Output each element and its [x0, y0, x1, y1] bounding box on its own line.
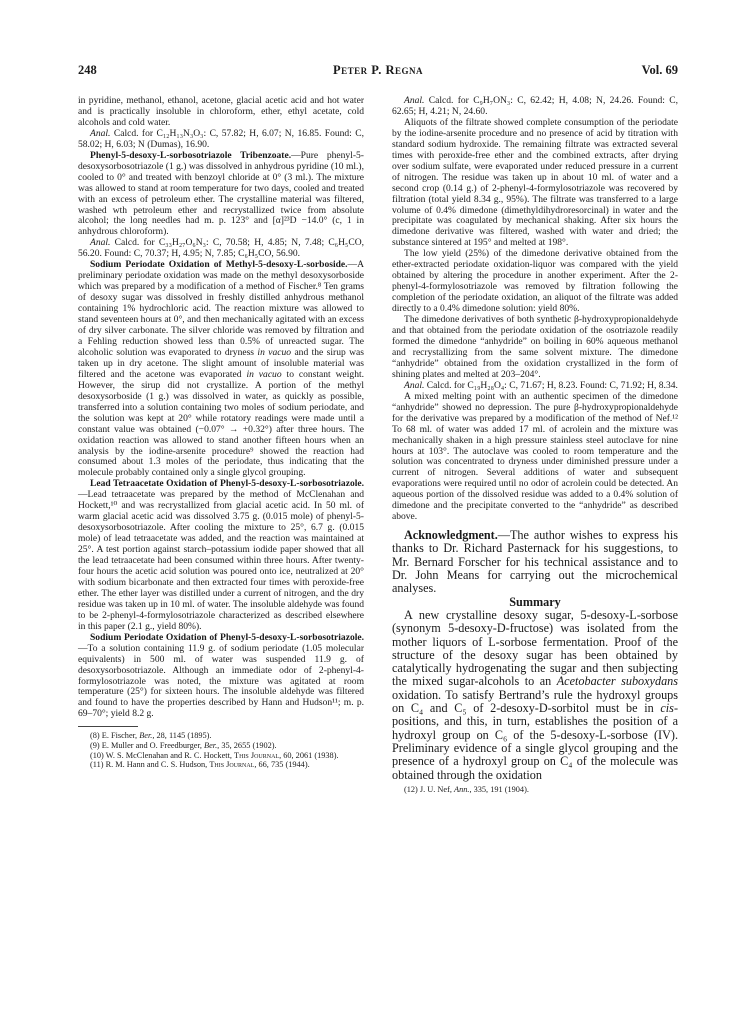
paragraph: The dimedone derivatives of both synthetic β-hydroxypropionaldehyde and that obtained from the periodate oxidation of the osotriazole readily formed the dimedone “anhydride” on boiling in 60% aqueous methanol and recrystallizing from the same solvent mixture. The dimedone “anhydride” obtained from the oxidation crystallized in the form of shining plates and melted at 203–204°. [392, 314, 678, 380]
summary-heading: Summary [509, 594, 561, 609]
paragraph: Aliquots of the filtrate showed complete consumption of the periodate by the iodine-arsenite procedure and no presence of acid by titration with standard sodium hydroxide. The remaining filtrate was extracted several times with peroxide-free ether and the combined extracts, after drying over sodium sulfate, were evaporated under reduced pressure in a current of nitrogen. The residue was taken up in about 10 ml. of water and a second crop (0.14 g.) of 2-phenyl-4-formylosotriazole was recovered by filtration (total yield 8.34 g., 95%). The filtrate was transferred to a large volume of 0.4% dimedone (dimethyldihydroresorcinal) in water and the precipitate was coagulated by mechanical shaking. After six hours the dimedone derivative was filtered, washed with water and dried; the substance sintered at 195° and melted at 198°. [392, 116, 678, 249]
volume-number: Vol. 69 [641, 63, 678, 77]
analysis-paragraph: Anal. Calcd. for C₉H₇ON₃: C, 62.42; H, 4.08; N, 24.26. Found: C, 62.65; H, 4.21; N, 24.60. [392, 95, 678, 117]
analysis-paragraph: Anal. Calcd. for C₃₃H₂₇O₆N₃: C, 70.58; H, 4.85; N, 7.48; C₆H₅CO, 56.20. Found: C, 70.37; H, 4.95; N, 7.85; C₆H₅CO, 56.90. [78, 237, 364, 260]
paragraph: A mixed melting point with an authentic specimen of the dimedone “anhydride” showed no depression. The pure β-hydroxypropionaldehyde for the derivative was prepared by a modification of the method of Nef.¹² To 68 ml. of water was added 17 ml. of acrolein and the mixture was mechanically shaken in a high pressure stainless steel autoclave for nine hours at 103°. The autoclave was cooled to room temperature and the solution was concentrated to dryness under diminished pressure under a current of nitrogen. Several additions of water and subsequent evaporations were required until no odor of acrolein could be detected. An aqueous portion of the dissolved residue was added to a 0.4% solution of dimedone and the precipitate converted to the “anhydride” as described above. [392, 390, 678, 523]
section-heading: Lead Tetraacetate Oxidation of Phenyl-5-desoxy-L-sorbosotriazole. [90, 478, 364, 490]
paragraph: Lead Tetraacetate Oxidation of Phenyl-5-desoxy-L-sorbosotriazole.—Lead tetraacetate was prepared by the method of McClenahan and Hockett,¹⁰ and was recrystallized from glacial acetic acid. In 50 ml. of warm glacial acetic acid was dissolved 3.75 g. (0.015 mole) of phenyl-5-desoxysorbosotriazole. After cooling the mixture to 25°, 6.7 g. (0.015 mole) of lead tetraacetate was added, and the reaction was maintained at 25°. A test portion against starch–potassium iodide paper showed that all the lead tetraacetate had been consumed within three hours. After twenty-four hours the acetic acid solution was poured onto ice, neutralized at 20° with sodium bicarbonate and then extracted four times with peroxide-free ether. The ether layer was distilled under a current of nitrogen, and the dry residue was taken up in 10 ml. of water. The insoluble aldehyde was found to be 2-phenyl-4-formylosotriazole characterized as described elsewhere in this paper (2.1 g., yield 80%). [78, 478, 364, 632]
acknowledgment-section [392, 529, 678, 782]
summary-paragraph: A new crystalline desoxy sugar, 5-desoxy-L-sorbose (synonym 5-desoxy-D-fructose) was isolated from the mother liquors of L-sorbose fermentation. Proof of the structure of the desoxy sugar has been obtained by catalytically hydrogenating the sugar and then subjecting the mixed sugar-alcohols to an Acetobacter suboxydans oxidation. To satisfy Bertrand’s rule the hydroxyl groups on C₄ and C₅ of 2-desoxy-D-sorbitol must be in cis-positions, and this, in turn, establishes the position of a hydroxyl group on C₆ of the 5-desoxy-L-sorbose (IV). Preliminary evidence of a single glycol grouping and the presence of a hydroxyl group on C₄ of the molecule was obtained through the oxidation [392, 607, 678, 782]
section-heading: Sodium Periodate Oxidation of Phenyl-5-desoxy-L-sorbosotriazole. [90, 631, 364, 643]
section-heading: Sodium Periodate Oxidation of Methyl-5-desoxy-L-sorboside. [90, 259, 348, 271]
page-number: 248 [78, 63, 97, 77]
running-author: Peter P. Regna [332, 63, 424, 77]
left-column [78, 96, 364, 770]
section-heading: Phenyl-5-desoxy-L-sorbosotriazole Tribenzoate. [90, 149, 292, 161]
footnote-divider [78, 726, 138, 727]
paragraph: The low yield (25%) of the dimedone derivative obtained from the ether-extracted periodate oxidation-liquor was compared with the yield obtained by altering the procedure in another experiment. After the 2-phenyl-4-formylosotriazole was removed by filtration following the completion of the periodate oxidation, an aliquot of the filtrate was added directly to a 0.4% dimedone solution: yield 80%. [392, 248, 678, 315]
paragraph: Sodium Periodate Oxidation of Phenyl-5-desoxy-L-sorbosotriazole.—To a solution containing 11.9 g. of sodium periodate (1.05 molecular equivalents) in 500 ml. of water was suspended 11.9 g. of desoxysorbosotriazole. Although an immediate odor of 2-phenyl-4-formylosotriazole was noted, the mixture was agitated at room temperature (25°) for sixteen hours. The insoluble aldehyde was filtered and found to have the properties described by Hann and Hudson¹¹; m. p. 69–70°; yield 8.2 g. [78, 631, 364, 720]
analysis-paragraph: Anal. Calcd. for C₁₂H₁₃N₃O₃: C, 57.82; H, 6.07; N, 16.85. Found: C, 58.02; H, 6.03; N (Dumas), 16.90. [78, 127, 364, 150]
analysis-paragraph: Anal. Calcd. for C₁₉H₂₈O₄: C, 71.67; H, 8.23. Found: C, 71.92; H, 8.34. [404, 379, 678, 391]
footnote: (11) R. M. Hann and C. S. Hudson, This Journal, 66, 735 (1944). [90, 760, 310, 770]
footnote: (12) J. U. Nef, Ann., 335, 191 (1904). [404, 784, 529, 794]
running-header [78, 63, 678, 79]
acknowledgment-heading: Acknowledgment. [404, 528, 498, 543]
footnote: (8) E. Fischer, Ber., 28, 1145 (1895). [90, 731, 212, 741]
paragraph: in pyridine, methanol, ethanol, acetone, glacial acetic acid and hot water and is practically insoluble in chloroform, ether, ethyl acetate, cold alcohols and cold water. [78, 95, 364, 128]
paragraph: Phenyl-5-desoxy-L-sorbosotriazole Tribenzoate.—Pure phenyl-5-desoxysorbosotriazole (1 g.) was dissolved in anhydrous pyridine (10 ml.), cooled to 0° and treated with benzoyl chloride at 0° (3 ml.). The mixture was allowed to stand at room temperature for two days, cooled and treated with an excess of petroleum ether. The crystalline material was filtered, washed wth petroleum ether and recrystallized twice from absolute alcohol; the long needles had m. p. 123° and [α]²³D −14.0° (c, 1 in anhydrous chloroform). [78, 149, 364, 238]
footnote: (10) W. S. McClenahan and R. C. Hockett, This Journal, 60, 2061 (1938). [90, 750, 339, 760]
paragraph: Sodium Periodate Oxidation of Methyl-5-desoxy-L-sorboside.—A preliminary periodate oxidation was made on the methyl desoxysorboside which was prepared by a modification of a method of Fischer.⁸ Ten grams of desoxy sugar was dissolved in freshly distilled anhydrous methanol containing 1% hydrochloric acid. The reaction mixture was allowed to stand seventeen hours at 0°, and then mechanically agitated with an excess of dry silver carbonate. The silver chloride was removed by filtration and a Fehling reduction showed less than 0.5% of unreacted sugar. The alcoholic solution was evaporated to dryness in vacuo and the sirup was taken up in dry acetone. The slight amount of insoluble material was filtered and the acetone was evaporated in vacuo to constant weight. However, the sirup did not crystallize. A portion of the methyl desoxysorboside (1 g.) was dissolved in water, as quickly as possible, transferred into a solution containing two moles of sodium periodate, and the solution was kept at 20° while rotatory readings were made until a constant value was obtained (−0.07° → +0.32°) after three hours. The oxidation reaction was allowed to stand another fifteen hours when an analysis by the iodine-arsenite procedure⁹ showed the reaction had consumed about 1.3 moles of the periodate, thus indicating that the molecule probably contained only a single glycol grouping. [78, 259, 365, 479]
acknowledgment: Acknowledgment.—The author wishes to express his thanks to Dr. Richard Pasternack for his suggestions, to Mr. Bernard Forscher for his technical assistance and to Dr. John Means for carrying out the microchemical analyses. [392, 528, 678, 596]
footnote: (9) E. Muller and O. Freedburger, Ber., 35, 2655 (1902). [90, 740, 277, 750]
right-column [392, 96, 678, 794]
